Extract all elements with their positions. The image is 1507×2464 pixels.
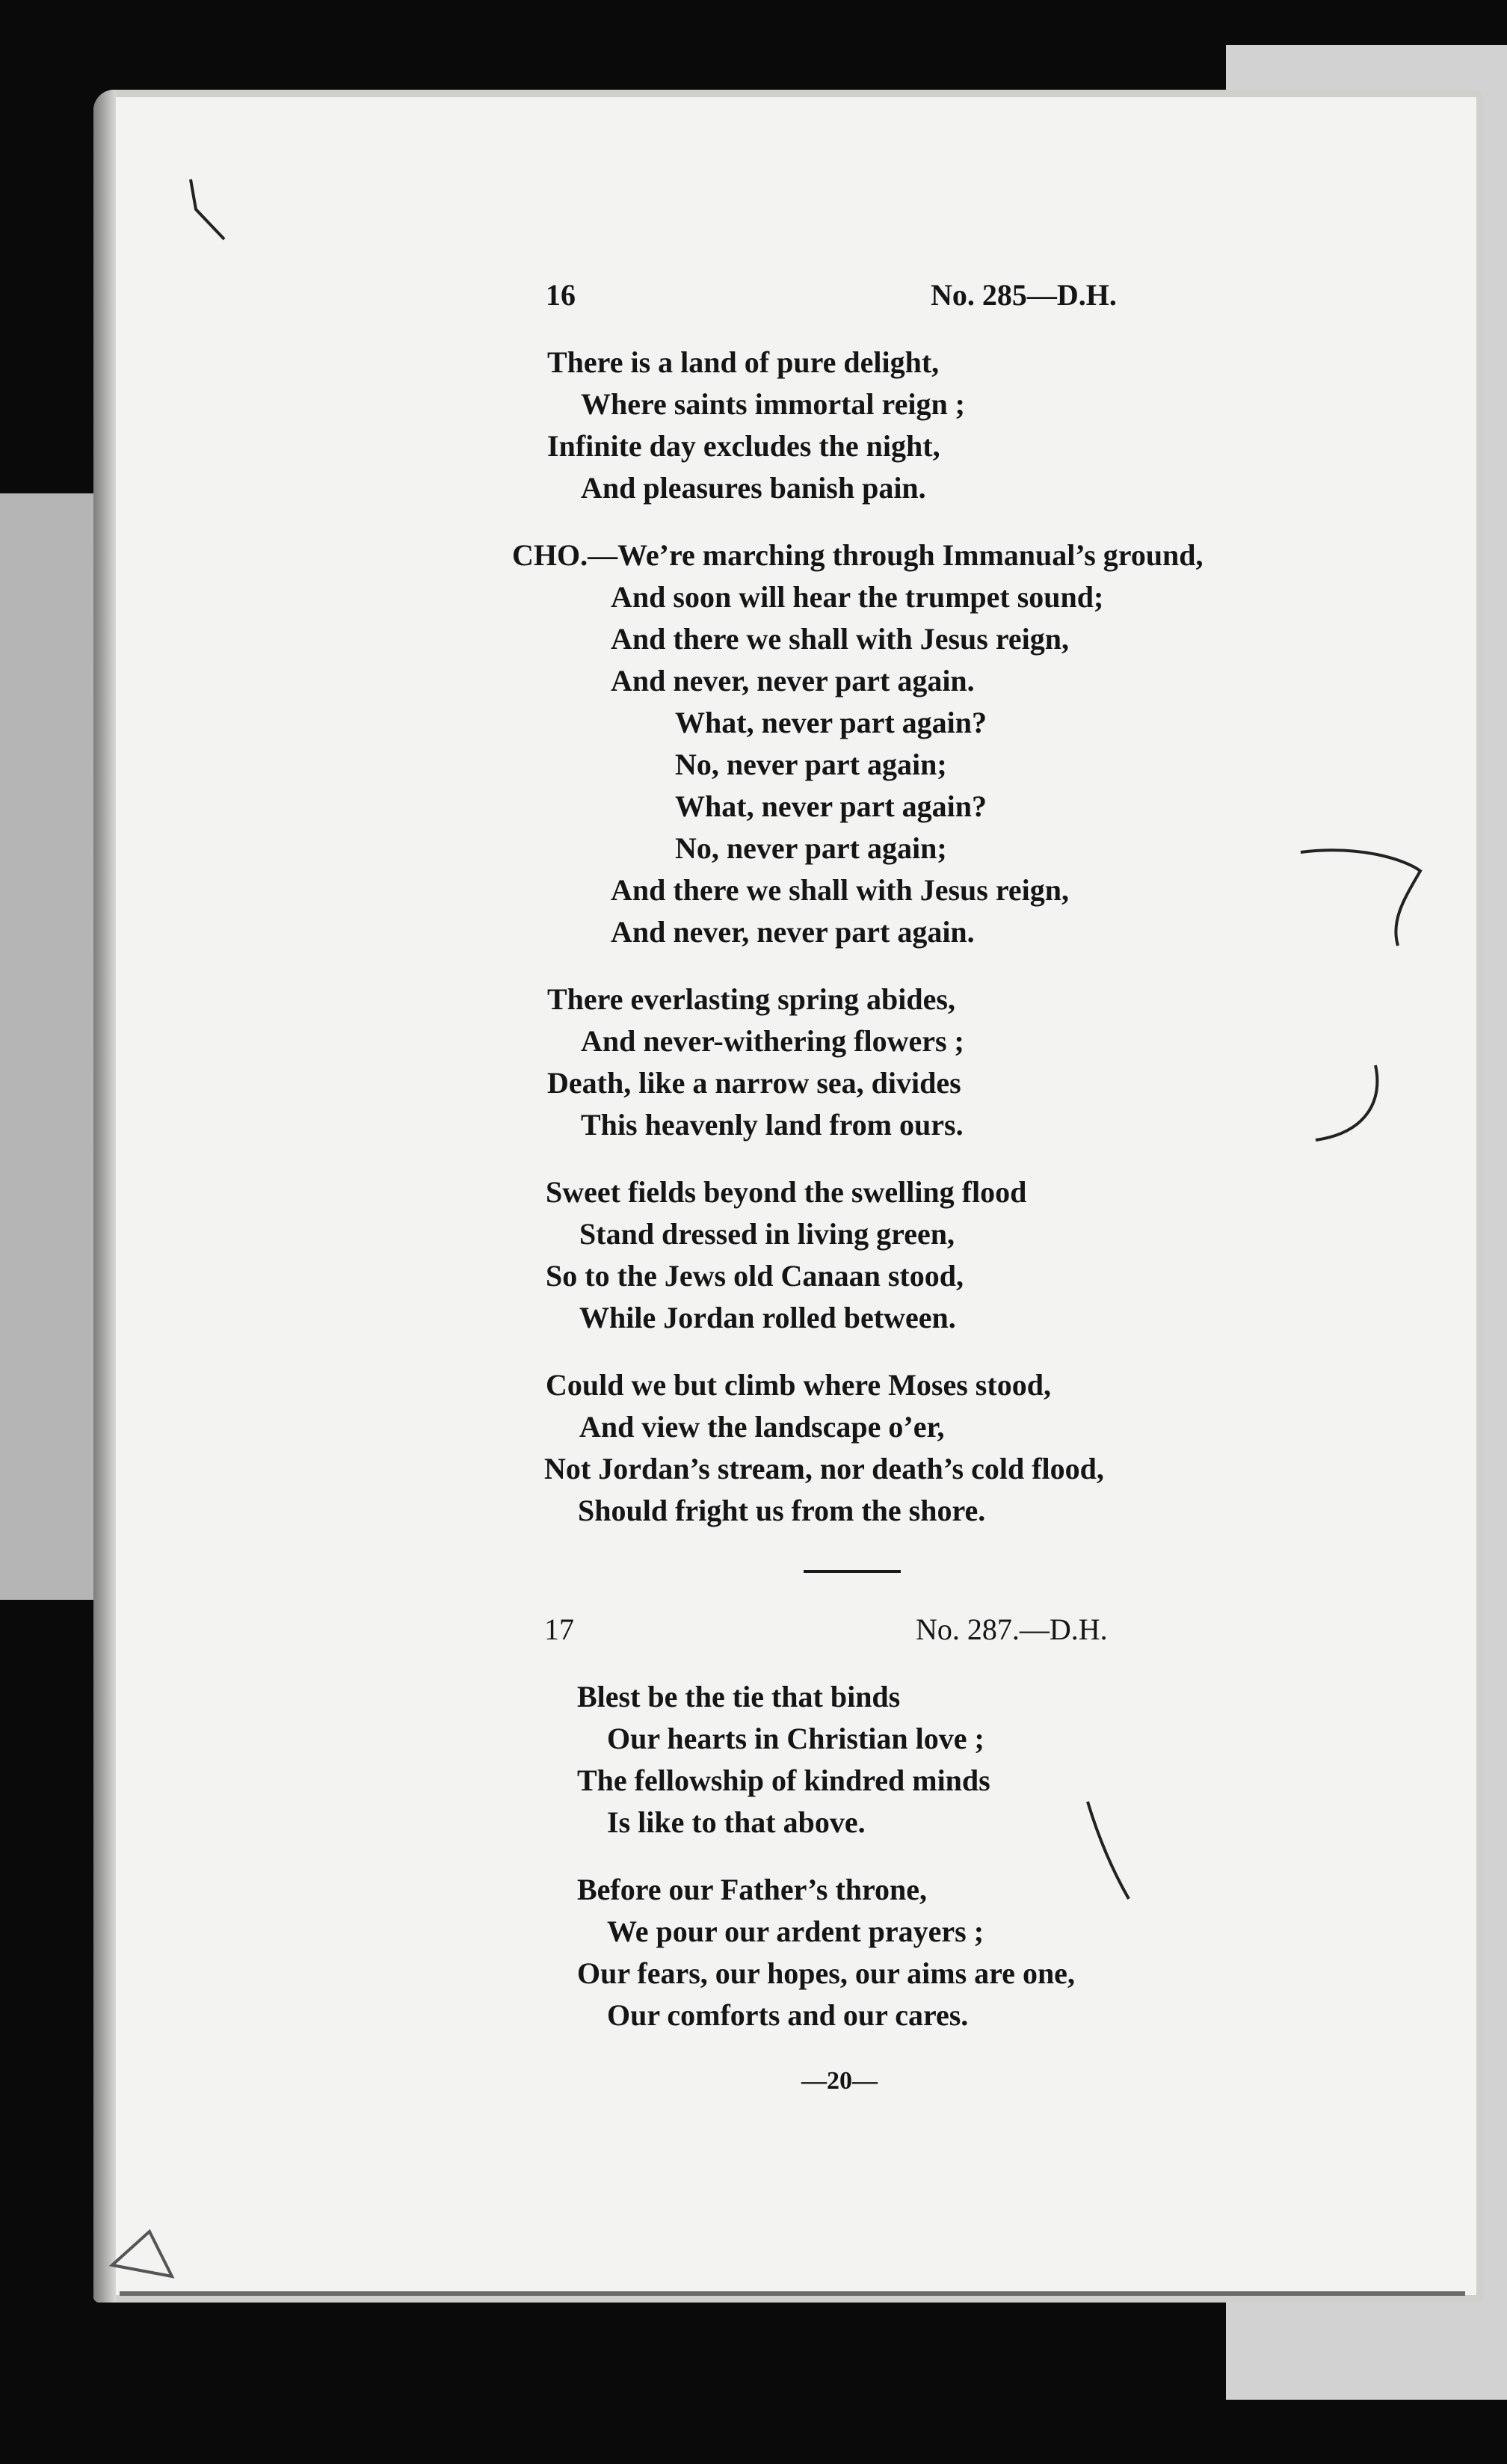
verse-line: Where saints immortal reign ; — [581, 387, 966, 421]
verse-line: Stand dressed in living green, — [579, 1217, 955, 1251]
verse-line: And never-withering flowers ; — [581, 1024, 964, 1058]
verse-line: Death, like a narrow sea, divides — [547, 1066, 961, 1100]
chorus-line: CHO.—We’re marching through Immanual’s ground, — [512, 538, 1204, 572]
page-folio: —20— — [801, 2067, 878, 2095]
chorus-line: And there we shall with Jesus reign, — [611, 873, 1070, 907]
verse-line: Not Jordan’s stream, nor death’s cold flood, — [544, 1452, 1104, 1485]
verse-line: Before our Father’s throne, — [577, 1873, 928, 1906]
verse-line: Blest be the tie that binds — [577, 1680, 901, 1713]
verse-line: Could we but climb where Moses stood, — [546, 1368, 1051, 1402]
chorus-line: And soon will hear the trumpet sound; — [611, 580, 1104, 614]
verse-line: Our comforts and our cares. — [607, 1998, 969, 2032]
section-number-17: 17 — [544, 1613, 574, 1646]
verse-line: And pleasures banish pain. — [581, 471, 926, 505]
verse-line: Infinite day excludes the night, — [547, 429, 940, 463]
hymn-ref-285: No. 285—D.H. — [931, 278, 1117, 312]
chorus-line: What, never part again? — [675, 706, 987, 739]
verse-line: So to the Jews old Canaan stood, — [546, 1259, 964, 1293]
verse-line: Should fright us from the shore. — [578, 1494, 986, 1527]
verse-line: There everlasting spring abides, — [547, 982, 955, 1016]
chorus-line: No, never part again; — [675, 831, 947, 865]
verse-line: Our hearts in Christian love ; — [607, 1722, 984, 1755]
section-divider — [804, 1570, 901, 1573]
verse-line: And view the landscape o’er, — [579, 1410, 945, 1444]
verse-line: Our fears, our hopes, our aims are one, — [577, 1956, 1075, 1990]
verse-line: Sweet fields beyond the swelling flood — [546, 1175, 1027, 1209]
verse-line: The fellowship of kindred minds — [577, 1764, 990, 1797]
chorus-line: And never, never part again. — [611, 915, 975, 949]
chorus-line: And never, never part again. — [611, 664, 975, 697]
verse-line: We pour our ardent prayers ; — [607, 1915, 984, 1948]
verse-line: This heavenly land from ours. — [581, 1108, 964, 1142]
section-number-16: 16 — [546, 278, 576, 312]
chorus-line: And there we shall with Jesus reign, — [611, 622, 1070, 656]
verse-line: There is a land of pure delight, — [547, 345, 940, 379]
chorus-line: No, never part again; — [675, 748, 947, 781]
chorus-line: What, never part again? — [675, 789, 987, 823]
verse-line: While Jordan rolled between. — [579, 1301, 956, 1334]
hymn-ref-287: No. 287.—D.H. — [916, 1613, 1108, 1646]
verse-line: Is like to that above. — [607, 1805, 866, 1839]
